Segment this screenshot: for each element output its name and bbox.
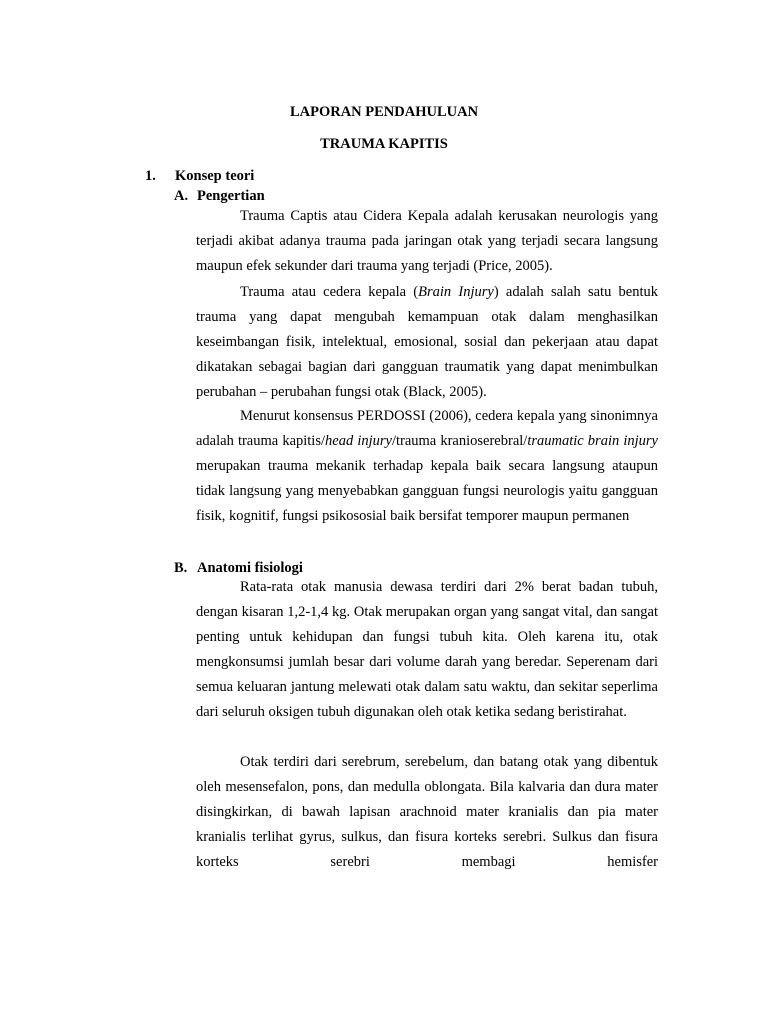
paragraph-pengertian-3 — [196, 404, 658, 529]
text-run: Trauma atau cedera kepala ( — [240, 284, 419, 300]
paragraph-text: Otak terdiri dari serebrum, serebelum, dan batang otak yang dibentuk oleh mesensefalon, pons, dan medulla oblongata. Bila kalvaria dan dura mater disingkirkan, di bawah lapisan arachnoid mater kranialis dan pia mater kranialis terlihat gyrus, sulkus, dan fisura korteks serebri. Sulkus dan fisura korteks serebri membagi hemisfer — [196, 754, 658, 870]
paragraph-text: Trauma Captis atau Cidera Kepala adalah kerusakan neurologis yang terjadi akibat adanya trauma pada jaringan otak yang terjadi secara langsung maupun efek sekunder dari trauma yang terjadi (Price, 2005). — [196, 208, 658, 274]
section-label: Konsep teori — [175, 168, 255, 184]
subsection-label: Pengertian — [197, 188, 265, 204]
text-run: merupakan trauma mekanik terhadap kepala baik secara langsung ataupun tidak langsung yang menyebabkan gangguan fungsi neurologis yaitu gangguan fisik, kognitif, fungsi psikososial baik bersifat temporer maupun permanen — [196, 458, 658, 524]
text-run: Menurut konsensus PERDOSSI (2006), cedera kepala yang sinonimnya adalah trauma kapitis/ — [196, 408, 658, 449]
section-number: 1. — [145, 168, 156, 184]
subsection-label: Anatomi fisiologi — [197, 560, 303, 576]
italic-term: Brain Injury — [418, 284, 494, 300]
paragraph-pengertian-2 — [196, 280, 658, 405]
paragraph-anatomi-2 — [196, 750, 658, 875]
paragraph-text — [196, 404, 658, 529]
text-run: /trauma kranioserebral/ — [391, 433, 528, 449]
document-subtitle: TRAUMA KAPITIS — [320, 136, 448, 152]
paragraph-pengertian-1 — [196, 204, 658, 279]
italic-term: traumatic brain injury — [527, 433, 658, 449]
document-title: LAPORAN PENDAHULUAN — [289, 104, 479, 120]
paragraph-text: Rata-rata otak manusia dewasa terdiri dari 2% berat badan tubuh, dengan kisaran 1,2-1,4 kg. Otak merupakan organ yang sangat vital, dan sangat penting untuk kehidupan dan fungsi tubuh kita. Oleh karena itu, otak mengkonsumsi jumlah besar dari volume darah yang beredar. Seperenam dari semua keluaran jantung melewati otak dalam satu waktu, dan sekitar seperlima dari seluruh oksigen tubuh digunakan oleh otak ketika sedang beristirahat. — [196, 579, 658, 720]
subsection-number: B. — [174, 560, 188, 576]
subsection-number: A. — [174, 188, 189, 204]
paragraph-text — [196, 280, 658, 405]
italic-term: head injury — [325, 433, 392, 449]
text-run: ) adalah salah satu bentuk trauma yang dapat mengubah kemampuan otak dalam menghasilkan keseimbangan fisik, intelektual, emosional, sosial dan pekerjaan atau dapat dikatakan sebagai bagian dari gangguan traumatik yang dapat menimbulkan perubahan – perubahan fungsi otak (Black, 2005). — [196, 284, 659, 400]
paragraph-anatomi-1 — [196, 575, 658, 725]
